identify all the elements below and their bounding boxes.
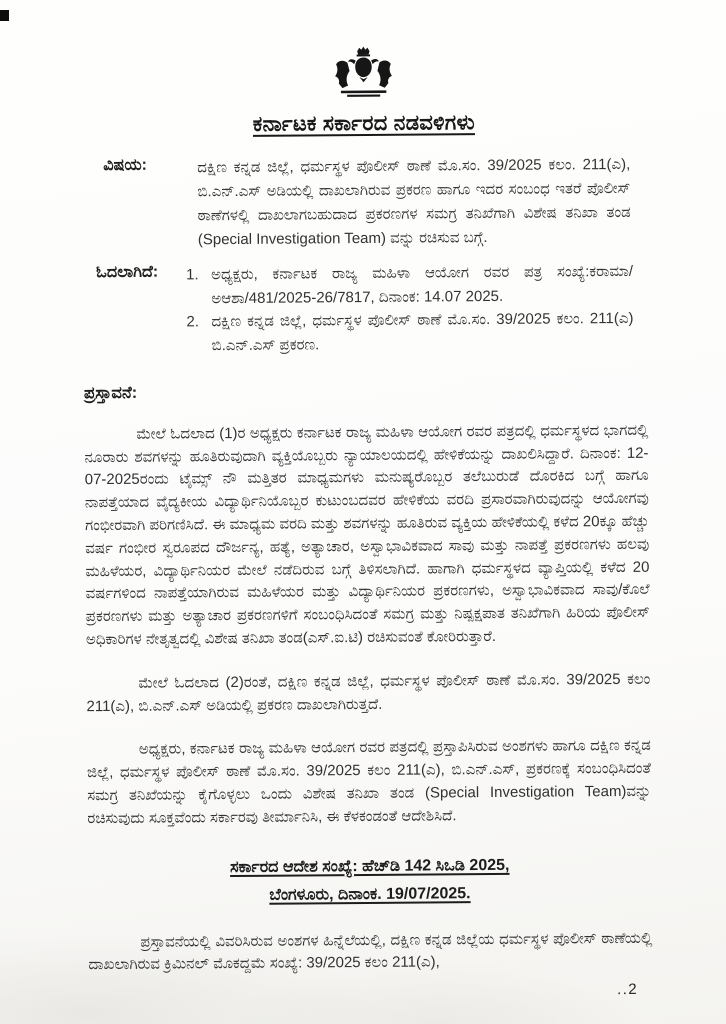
subject-section xyxy=(82,153,647,253)
list-item-text: ದಕ್ಷಿಣ ಕನ್ನಡ ಜಿಲ್ಲೆ, ಧರ್ಮಸ್ಥಳ ಪೊಲೀಸ್ ಠಾಣೆ ಮೊ.ಸಂ. 39/2025 ಕಲಂ. 211(ಎ) ಬಿ.ಎನ್.ಎಸ್ ಪ್ರಕರಣ. xyxy=(211,310,634,355)
preamble-paragraph-3: ಅಧ್ಯಕ್ಷರು, ಕರ್ನಾಟಕ ರಾಜ್ಯ ಮಹಿಳಾ ಆಯೋಗ ರವರ ಪತ್ರದಲ್ಲಿ ಪ್ರಸ್ತಾಪಿಸಿರುವ ಅಂಶಗಳು ಹಾಗೂ ದಕ್ಷಿಣ ಕನ್ನಡ ಜಿಲ್ಲೆ, ಧರ್ಮಸ್ಥಳ ಪೊಲೀಸ್ ಠಾಣೆ ಮೊ.ಸಂ. 39/2025 ಕಲಂ 211(ಎ), ಬಿ.ಎನ್.ಎಸ್, ಪ್ರಕರಣಕ್ಕೆ ಸಂಬಂಧಿಸಿದಂತೆ ಸಮಗ್ರ ತನಿಖೆಯನ್ನು ಕೈಗೊಳ್ಳಲು ಒಂದು ವಿಶೇಷ ತನಿಖಾ ತಂಡ (Special Investigation Team)ವನ್ನು ರಚಿಸುವುದು ಸೂಕ್ತವೆಂದು ಸರ್ಕಾರವು ತೀರ್ಮಾನಿಸಿ, ಈ ಕೆಳಕಂಡಂತೆ ಆದೇಶಿಸಿದೆ. xyxy=(86,737,652,827)
page-continuation-marker: ..2 xyxy=(616,980,639,999)
subject-label: ವಿಷಯ: xyxy=(103,156,147,175)
order-number-line: ಸರ್ಕಾರದ ಆದೇಶ ಸಂಖ್ಯೆ: ಹೆಚ್‌ಡಿ 142 ಸಿಒಡಿ 2025, xyxy=(229,856,510,876)
order-place-date-line: ಬೆಂಗಳೂರು, ದಿನಾಂಕ. 19/07/2025. xyxy=(269,884,471,904)
list-item xyxy=(186,260,633,311)
references-list xyxy=(186,260,634,358)
preamble-heading: ಪ್ರಸ್ತಾವನೆ: xyxy=(83,383,138,402)
document-header xyxy=(81,44,646,138)
karnataka-emblem-icon xyxy=(331,46,395,101)
page-title xyxy=(82,110,646,138)
order-paragraph: ಪ್ರಸ್ತಾವನೆಯಲ್ಲಿ ವಿವರಿಸಿರುವ ಅಂಶಗಳ ಹಿನ್ನೆಲೆಯಲ್ಲಿ, ದಕ್ಷಿಣ ಕನ್ನಡ ಜಿಲ್ಲೆಯ ಧರ್ಮಸ್ಥಳ ಪೊಲೀಸ್ ಠಾಣೆಯಲ್ಲಿ ದಾಖಲಾಗಿರುವ ಕ್ರಿಮಿನಲ್ ಮೊಕದ್ದಮೆ ಸಂಖ್ಯೆ: 39/2025 ಕಲಂ 211(ಎ), xyxy=(88,929,653,974)
page-title-text: ಕರ್ನಾಟಕ ಸರ್ಕಾರದ ನಡವಳಿಗಳು xyxy=(252,111,476,136)
subject-text: ದಕ್ಷಿಣ ಕನ್ನಡ ಜಿಲ್ಲೆ, ಧರ್ಮಸ್ಥಳ ಪೊಲೀಸ್ ಠಾಣೆ ಮೊ.ಸಂ. 39/2025 ಕಲಂ. 211(ಎ), ಬಿ.ಎನ್.ಎಸ್ ಅಡಿಯಲ್ಲಿ ದಾಖಲಾಗಿರುವ ಪ್ರಕರಣ ಹಾಗೂ ಇದರ ಸಂಬಂಧ ಇತರೆ ಪೊಲೀಸ್ ಠಾಣೆಗಳಲ್ಲಿ ದಾಖಲಾಗಬಹುದಾದ ಪ್ರಕರಣಗಳ ಸಮಗ್ರ ತನಿಖೆಗಾಗಿ ವಿಶೇಷ ತನಿಖಾ ತಂಡ (Special Investigation Team) ವನ್ನು ರಚಿಸುವ ಬಗ್ಗೆ. xyxy=(197,155,631,249)
preamble-paragraph-2: ಮೇಲೆ ಓದಲಾದ (2)ರಂತೆ, ದಕ್ಷಿಣ ಕನ್ನಡ ಜಿಲ್ಲೆ, ಧರ್ಮಸ್ಥಳ ಪೊಲೀಸ್ ಠಾಣೆ ಮೊ.ಸಂ. 39/2025 ಕಲಂ 211(ಎ), ಬಿ.ಎನ್.ಎಸ್ ಅಡಿಯಲ್ಲಿ ಪ್ರಕರಣ ದಾಖಲಾಗಿರುತ್ತದೆ. xyxy=(86,670,651,715)
references-section xyxy=(83,260,648,359)
references-label: ಓದಲಾಗಿದೆ: xyxy=(96,263,159,282)
order-number-heading xyxy=(88,850,652,910)
preamble-paragraph-1: ಮೇಲೆ ಓದಲಾದ (1)ರ ಅಧ್ಯಕ್ಷರು ಕರ್ನಾಟಕ ರಾಜ್ಯ ಮಹಿಳಾ ಆಯೋಗ ರವರ ಪತ್ರದಲ್ಲಿ ಧರ್ಮಸ್ಥಳದ ಭಾಗದಲ್ಲಿ ನೂರಾರು ಶವಗಳನ್ನು ಹೂತಿರುವುದಾಗಿ ವ್ಯಕ್ತಿಯೊಬ್ಬರು ನ್ಯಾಯಾಲಯದಲ್ಲಿ ಹೇಳಿಕೆಯನ್ನು ದಾಖಲಿಸಿದ್ದಾರೆ. ದಿನಾಂಕ: 12-07-2025ರಂದು ಟೈಮ್ಸ್ ನೌ ಮತ್ತಿತರ ಮಾಧ್ಯಮಗಳು ಮನುಷ್ಯರೊಬ್ಬರ ತಲೆಬುರುಡೆ ದೊರಕಿದ ಬಗ್ಗೆ ಹಾಗೂ ನಾಪತ್ತೆಯಾದ ವೈದ್ಯಕೀಯ ವಿದ್ಯಾರ್ಥಿನಿಯೊಬ್ಬರ ಕುಟುಂಬದವರ ಹೇಳಿಕೆಯ ವರದಿ ಪ್ರಸಾರವಾಗಿರುವುದನ್ನು ಆಯೋಗವು ಗಂಭೀರವಾಗಿ ಪರಿಗಣಿಸಿದೆ. ಈ ಮಾಧ್ಯಮ ವರದಿ ಮತ್ತು ಶವಗಳನ್ನು ಹೂತಿರುವ ವ್ಯಕ್ತಿಯ ಹೇಳಿಕೆಯಲ್ಲಿ ಕಳೆದ 20ಕ್ಕೂ ಹೆಚ್ಚು ವರ್ಷ ಗಂಭೀರ ಸ್ವರೂಪದ ದೌರ್ಜನ್ಯ, ಹತ್ಯೆ, ಅತ್ಯಾಚಾರ, ಅಸ್ವಾಭಾವಿಕವಾದ ಸಾವು ಮತ್ತು ನಾಪತ್ತೆ ಪ್ರಕರಣಗಳು ಹಲವು ಮಹಿಳೆಯರ, ವಿದ್ಯಾರ್ಥಿನಿಯರ ಮೇಲೆ ನಡೆದಿರುವ ಬಗ್ಗೆ ತಿಳಿಸಲಾಗಿದೆ. ಹಾಗಾಗಿ ಧರ್ಮಸ್ಥಳದ ವ್ಯಾಪ್ತಿಯಲ್ಲಿ ಕಳೆದ 20 ವರ್ಷಗಳಿಂದ ನಾಪತ್ತೆಯಾಗಿರುವ ಮಹಿಳೆಯರ ಮತ್ತು ವಿದ್ಯಾರ್ಥಿನಿಯರ ಪ್ರಕರಣಗಳು, ಅಸ್ವಾಭಾವಿಕವಾದ ಸಾವು/ಕೊಲೆ ಪ್ರಕರಣಗಳು ಮತ್ತು ಅತ್ಯಾಚಾರ ಪ್ರಕರಣಗಳಿಗೆ ಸಂಬಂಧಿಸಿದಂತೆ ಸಮಗ್ರ ಮತ್ತು ನಿಷ್ಪಕ್ಷಪಾತ ತನಿಖೆಗಾಗಿ ಹಿರಿಯ ಪೊಲೀಸ್ ಅಧಿಕಾರಿಗಳ ನೇತೃತ್ವದಲ್ಲಿ ವಿಶೇಷ ತನಿಖಾ ತಂಡ(ಎಸ್.ಐ.ಟಿ) ರಚಿಸುವಂತೆ ಕೋರಿರುತ್ತಾರೆ. xyxy=(84,421,650,649)
list-item-text: ಅಧ್ಯಕ್ಷರು, ಕರ್ನಾಟಕ ರಾಜ್ಯ ಮಹಿಳಾ ಆಯೋಗ ರವರ ಪತ್ರ ಸಂಖ್ಯೆ:ಕರಾಮಾ/ಅಆಶಾ/481/2025-26/7817, ದಿನಾಂಕ: 14.07 2025. xyxy=(211,262,634,307)
list-item xyxy=(186,307,633,358)
list-item-number: 2. xyxy=(186,313,200,331)
list-item-number: 1. xyxy=(186,266,199,284)
